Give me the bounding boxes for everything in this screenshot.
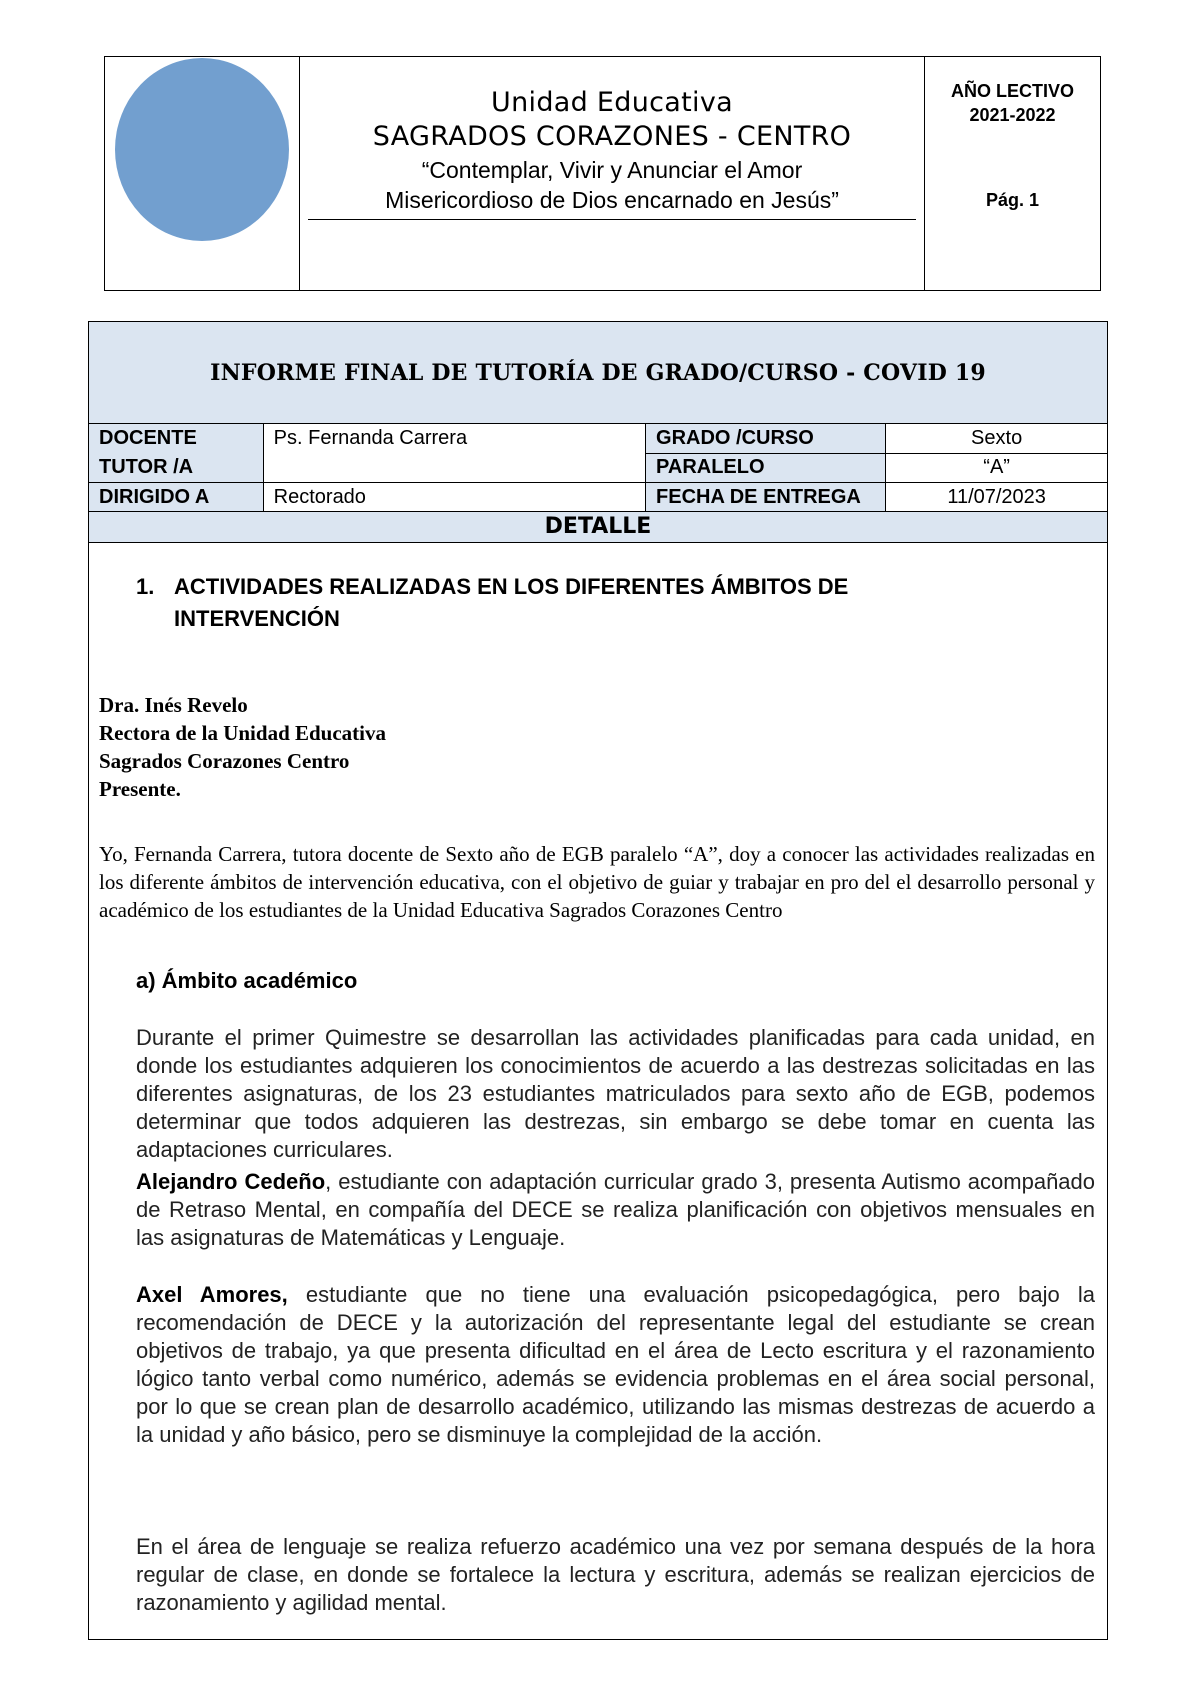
fecha-value: 11/07/2023 bbox=[886, 483, 1107, 512]
student-name-axel: Axel Amores, bbox=[136, 1282, 288, 1307]
logo-cell bbox=[105, 57, 300, 290]
grado-value: Sexto bbox=[886, 424, 1107, 453]
section-1-heading bbox=[136, 571, 986, 635]
school-line-2: SAGRADOS CORAZONES - CENTRO bbox=[372, 121, 852, 152]
docente-label-line-1: DOCENTE bbox=[99, 427, 197, 449]
grado-label: GRADO /CURSO bbox=[646, 424, 886, 453]
school-name-cell bbox=[300, 57, 925, 290]
year-label: AÑO LECTIVO bbox=[950, 81, 1074, 101]
paralelo-value: “A” bbox=[886, 453, 1107, 482]
paragraph-alejandro bbox=[136, 1168, 1095, 1252]
paragraph-axel-text: estudiante que no tiene una evaluación psicopedagógica, pero bajo la recomendación de DECE y la autorización del representante legal del estudiante se crean objetivos de trabajo, ya que presenta dificultad en el área de Lecto escritura y el razonamiento lógico tanto verbal como numérico, además se evidencia problemas en el área social personal, por lo que se crean plan de desarrollo académico, utilizando las mismas destrezas de acuerdo a la unidad y año básico, pero se disminuye la complejidad de la acción. bbox=[136, 1282, 1095, 1447]
page-number: Pág. 1 bbox=[985, 190, 1040, 210]
motto-line-2: Misericordioso de Dios encarnado en Jesús” bbox=[385, 187, 839, 213]
addressee-line-3: Sagrados Corazones Centro bbox=[99, 749, 350, 773]
addressee-block bbox=[99, 691, 386, 803]
dirigido-label: DIRIGIDO A bbox=[89, 483, 263, 512]
paragraph-lenguaje: En el área de lenguaje se realiza refuerzo académico una vez por semana después de la hora regular de clase, en donde se fortalece la lectura y escritura, además se realizan ejercicios de razonamiento y agilidad mental. bbox=[136, 1534, 1095, 1615]
fecha-label: FECHA DE ENTREGA bbox=[646, 483, 886, 512]
school-motto bbox=[308, 155, 916, 220]
info-table bbox=[89, 424, 1107, 512]
docente-label bbox=[89, 424, 263, 483]
paralelo-label: PARALELO bbox=[646, 453, 886, 482]
dirigido-value: Rectorado bbox=[263, 483, 645, 512]
paragraph-quimestre: Durante el primer Quimestre se desarrollan las actividades planificadas para cada unidad, en donde los estudiantes adquieren los conocimientos de acuerdo a las destrezas solicitadas en las diferentes asignaturas, de los 23 estudiantes matriculados para sexto año de EGB, podemos determinar que todos adquieren las destrezas, sin embargo se debe tomar en cuenta las adaptaciones curriculares. bbox=[136, 1025, 1095, 1162]
year-cell bbox=[925, 57, 1100, 290]
report-title: INFORME FINAL DE TUTORÍA DE GRADO/CURSO - COVID 19 bbox=[89, 322, 1107, 424]
docente-value: Ps. Fernanda Carrera bbox=[263, 424, 645, 483]
addressee-line-2: Rectora de la Unidad Educativa bbox=[99, 721, 387, 745]
report-form bbox=[88, 321, 1108, 1640]
year-value: 2021-2022 bbox=[969, 105, 1056, 125]
school-line-1: Unidad Educativa bbox=[491, 87, 733, 118]
addressee-line-4: Presente. bbox=[99, 777, 181, 801]
document-header bbox=[104, 56, 1101, 291]
subsection-a-heading: a) Ámbito académico bbox=[136, 968, 358, 993]
paragraph-alejandro-text: , estudiante con adaptación curricular grado 3, presenta Autismo acompañado de Retraso Mental, en compañía del DECE se realiza planificación con objetivos mensuales en las asignaturas de Matemáticas y Lenguaje. bbox=[136, 1169, 1096, 1250]
school-logo bbox=[115, 58, 289, 241]
docente-label-line-2: TUTOR /A bbox=[99, 456, 194, 478]
motto-line-1: “Contemplar, Vivir y Anunciar el Amor bbox=[421, 157, 803, 183]
addressee-line-1: Dra. Inés Revelo bbox=[99, 693, 248, 717]
section-number: 1. bbox=[136, 574, 155, 599]
paragraph-axel bbox=[136, 1281, 1095, 1449]
detalle-header: DETALLE bbox=[89, 512, 1107, 543]
student-name-alejandro: Alejandro Cedeño bbox=[136, 1169, 326, 1194]
section-title: ACTIVIDADES REALIZADAS EN LOS DIFERENTES ÁMBITOS DE INTERVENCIÓN bbox=[174, 574, 849, 631]
intro-paragraph: Yo, Fernanda Carrera, tutora docente de Sexto año de EGB paralelo “A”, doy a conocer las actividades realizadas en los diferente ámbitos de intervención educativa, con el objetivo de guiar y trabajar en pro del el desarrollo personal y académico de los estudiantes de la Unidad Educativa Sagrados Corazones Centro bbox=[99, 842, 1095, 922]
